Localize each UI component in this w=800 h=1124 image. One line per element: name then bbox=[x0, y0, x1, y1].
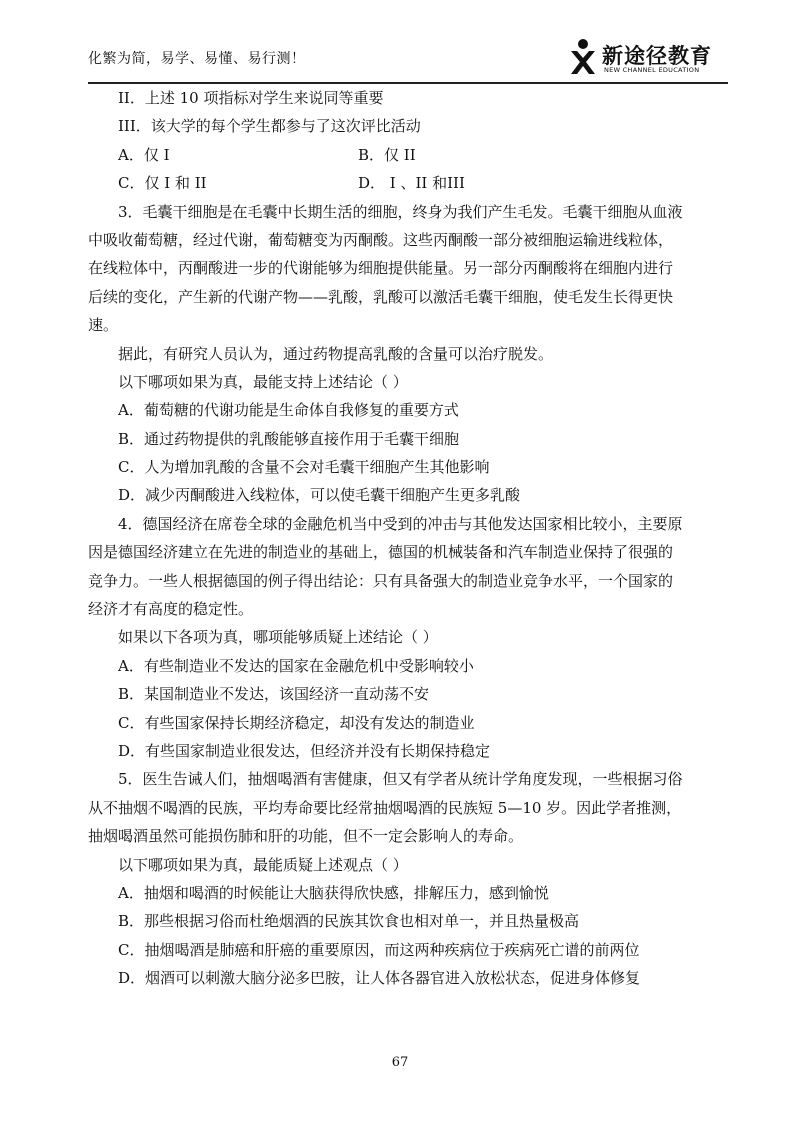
q3-question: 以下哪项如果为真，最能支持上述结论（ ） bbox=[118, 372, 408, 391]
logo-chinese-name: 新途径教育 bbox=[602, 44, 712, 68]
brand-logo bbox=[568, 36, 728, 80]
q3-option-d: D．减少丙酮酸进入线粒体，可以使毛囊干细胞产生更多乳酸 bbox=[118, 486, 521, 505]
q4-question: 如果以下各项为真，哪项能够质疑上述结论（ ） bbox=[118, 628, 438, 647]
q5-option-b: B．那些根据习俗而杜绝烟酒的民族其饮食也相对单一，并且热量极高 bbox=[118, 912, 580, 931]
q3-option-c: C．人为增加乳酸的含量不会对毛囊干细胞产生其他影响 bbox=[118, 458, 490, 477]
q3-passage-line: 中吸收葡萄糖，经过代谢，葡萄糖变为丙酮酸。这些丙酮酸一部分被细胞运输进线粒体， bbox=[88, 230, 674, 249]
q5-option-a: A．抽烟和喝酒的时候能让大脑获得欣快感，排解压力，感到愉悦 bbox=[118, 883, 549, 902]
logo-english-name: NEW CHANNEL EDUCATION bbox=[604, 66, 700, 74]
q3-passage-line: 后续的变化，产生新的代谢产物——乳酸，乳酸可以激活毛囊干细胞，使毛发生长得更快 bbox=[88, 287, 674, 306]
logo-x-icon bbox=[568, 38, 598, 76]
question-5 bbox=[88, 765, 712, 992]
page-content bbox=[88, 84, 712, 993]
question-4 bbox=[88, 510, 712, 766]
q2-option-c: C．仅 I 和 II bbox=[118, 174, 207, 193]
q4-passage-line: 4．德国经济在席卷全球的金融危机当中受到的冲击与其他发达国家相比较小，主要原 bbox=[118, 514, 683, 533]
q3-passage-line: 3．毛囊干细胞是在毛囊中长期生活的细胞，终身为我们产生毛发。毛囊干细胞从血液 bbox=[118, 202, 683, 221]
q4-passage-line: 竞争力。一些人根据德国的例子得出结论：只有具备强大的制造业竞争水平，一个国家的 bbox=[88, 571, 674, 590]
q5-option-d: D．烟酒可以刺激大脑分泌多巴胺，让人体各器官进入放松状态，促进身体修复 bbox=[118, 969, 641, 988]
page-header bbox=[88, 36, 728, 80]
q4-passage-line: 经济才有高度的稳定性。 bbox=[88, 600, 254, 619]
header-tagline: 化繁为简，易学、易懂、易行测！ bbox=[88, 51, 306, 67]
q4-option-b: B．某国制造业不发达，该国经济一直动荡不安 bbox=[118, 685, 430, 704]
q3-option-b: B．通过药物提供的乳酸能够直接作用于毛囊干细胞 bbox=[118, 429, 460, 448]
q2-option-a: A．仅 I bbox=[118, 145, 170, 164]
question-3 bbox=[88, 198, 712, 510]
statement-ii: II．上述 10 项指标对学生来说同等重要 bbox=[118, 89, 384, 107]
q4-option-d: D．有些国家制造业很发达，但经济并没有长期保持稳定 bbox=[118, 741, 491, 760]
q2-option-d: D． I 、II 和III bbox=[358, 174, 465, 193]
q4-option-c: C．有些国家保持长期经济稳定，却没有发达的制造业 bbox=[118, 713, 475, 732]
q3-passage-line: 在线粒体中，丙酮酸进一步的代谢能够为细胞提供能量。另一部分丙酮酸将在细胞内进行 bbox=[88, 259, 674, 278]
q2-options-row-1 bbox=[88, 141, 712, 169]
q5-passage-line: 5．医生告诫人们，抽烟喝酒有害健康，但又有学者从统计学角度发现，一些根据习俗 bbox=[118, 770, 683, 789]
q2-option-b: B．仅 II bbox=[358, 145, 416, 164]
q2-options-row-2 bbox=[88, 169, 712, 197]
page-number: 67 bbox=[391, 1055, 409, 1070]
q4-passage-line: 因是德国经济建立在先进的制造业的基础上，德国的机械装备和汽车制造业保持了很强的 bbox=[88, 543, 674, 562]
q5-passage-line: 从不抽烟不喝酒的民族，平均寿命要比经常抽烟喝酒的民族短 5—10 岁。因此学者推测， bbox=[88, 798, 682, 817]
statement-iii: III．该大学的每个学生都参与了这次评比活动 bbox=[118, 117, 421, 136]
q3-passage-line: 速。 bbox=[88, 316, 119, 335]
q5-passage-line: 抽烟喝酒虽然可能损伤肺和肝的功能，但不一定会影响人的寿命。 bbox=[88, 827, 524, 846]
q3-option-a: A．葡萄糖的代谢功能是生命体自我修复的重要方式 bbox=[118, 401, 459, 420]
q3-conclusion: 据此，有研究人员认为，通过药物提高乳酸的含量可以治疗脱发。 bbox=[118, 344, 554, 363]
q4-option-a: A．有些制造业不发达的国家在金融危机中受影响较小 bbox=[118, 656, 474, 675]
q5-option-c: C．抽烟喝酒是肺癌和肝癌的重要原因，而这两种疾病位于疾病死亡谱的前两位 bbox=[118, 940, 640, 959]
q5-question: 以下哪项如果为真，最能质疑上述观点（ ） bbox=[118, 855, 408, 874]
